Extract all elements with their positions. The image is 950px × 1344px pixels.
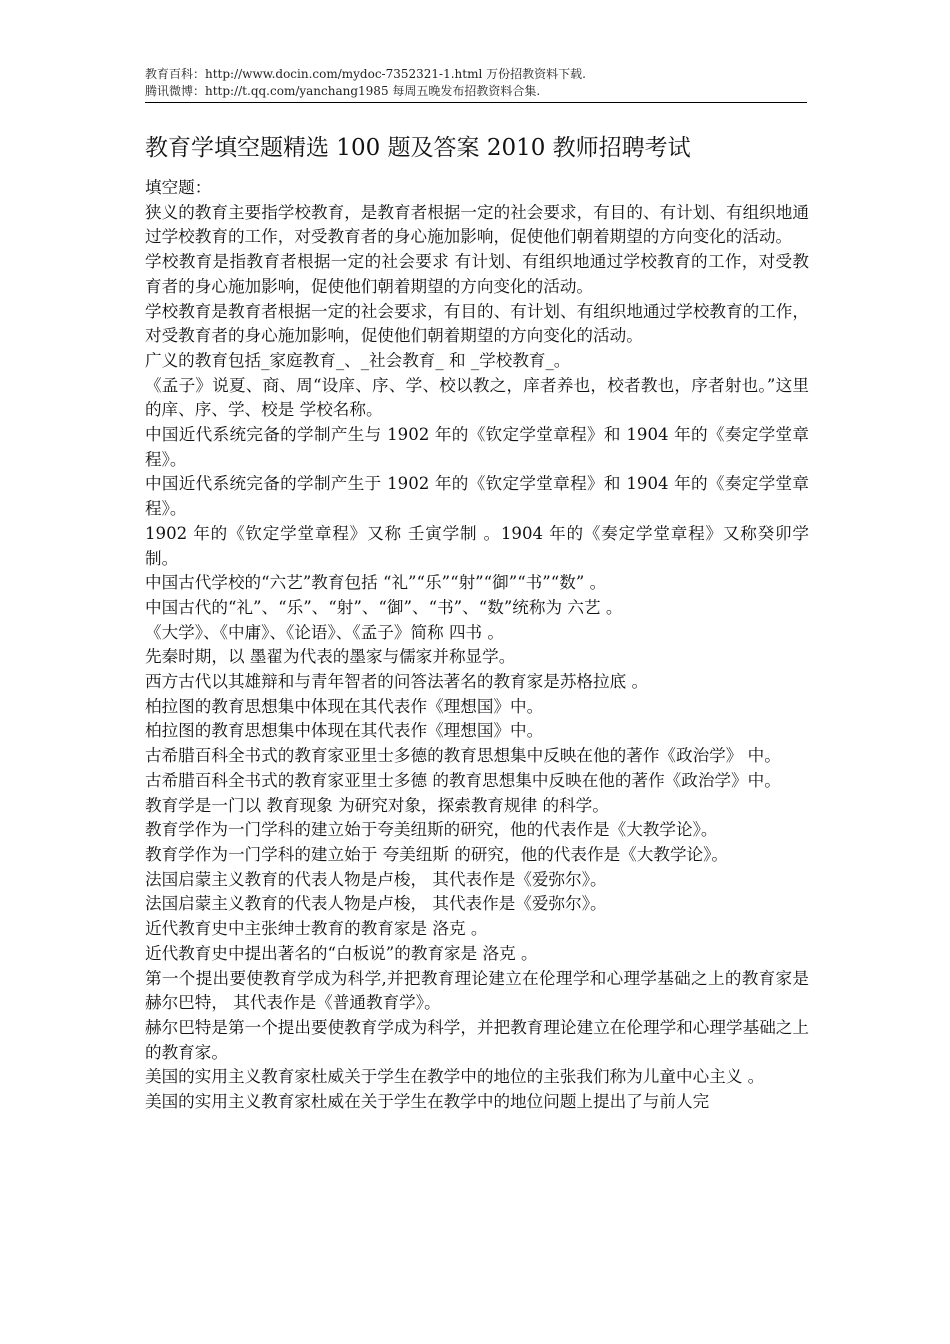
paragraph: 教育学是一门以 教育现象 为研究对象，探索教育规律 的科学。: [145, 795, 609, 815]
paragraph: 西方古代以其雄辩和与青年智者的问答法著名的教育家是苏格拉底 。: [145, 672, 649, 692]
paragraph: 古希腊百科全书式的教育家亚里士多德 的教育思想集中反映在他的著作《政治学》中。: [145, 770, 781, 790]
paragraph: 中国近代系统完备的学制产生于 1902 年的《钦定学堂章程》和 1904 年的《奏定学堂章程》。: [145, 474, 809, 519]
header-line-weibo: 腾讯微博：http://t.qq.com/yanchang1985 每周五晚发布招教资料合集.: [145, 84, 541, 98]
paragraph: 第一个提出要使教育学成为科学,并把教育理论建立在伦理学和心理学基础之上的教育家是 赫尔巴特， 其代表作是《普通教育学》。: [145, 968, 809, 1013]
paragraph: 《大学》、《中庸》、《论语》、《孟子》简称 四书 。: [145, 622, 504, 642]
paragraph: 赫尔巴特是第一个提出要使教育学成为科学，并把教育理论建立在伦理学和心理学基础之上的教育家。: [145, 1017, 809, 1062]
paragraph: 中国古代的“礼”、“乐”、“射”、“御”、“书”、“数”统称为 六艺 。: [145, 597, 623, 617]
header-line-docin: 教育百科：http://www.docin.com/mydoc-7352321-1.html 万份招教资料下载.: [145, 67, 586, 81]
paragraph: 教育学作为一门学科的建立始于 夸美纽斯 的研究，他的代表作是《大教学论》。: [145, 844, 729, 864]
paragraph: 美国的实用主义教育家杜威在关于学生在教学中的地位问题上提出了与前人完: [145, 1092, 710, 1112]
paragraph: 广义的教育包括_家庭教育_、_社会教育_ 和 _学校教育_。: [145, 350, 571, 370]
paragraph: 先秦时期，以 墨翟为代表的墨家与儒家并称显学。: [145, 647, 516, 667]
paragraph: 教育学作为一门学科的建立始于夸美纽斯的研究，他的代表作是《大教学论》。: [145, 820, 718, 840]
paragraph: 学校教育是指教育者根据一定的社会要求 有计划、有组织地通过学校教育的工作，对受教育者的身心施加影响，促使他们朝着期望的方向变化的活动。: [145, 252, 809, 296]
header-divider: [145, 102, 807, 103]
paragraph: 狭义的教育主要指学校教育，是教育者根据一定的社会要求，有目的、有计划、有组织地通过学校教育的工作，对受教育者的身心施加影响，促使他们朝着期望的方向变化的活动。: [145, 202, 809, 247]
paragraph: 古希腊百科全书式的教育家亚里士多德的教育思想集中反映在他的著作《政治学》 中。: [145, 746, 781, 766]
document-body: [145, 176, 809, 1115]
page-header: [145, 66, 805, 100]
paragraph: 近代教育史中主张绅士教育的教育家是 洛克 。: [145, 919, 488, 939]
paragraph: 中国古代学校的“六艺”教育包括 “礼”“乐”“射”“御”“书”“数” 。: [145, 573, 607, 593]
paragraph: 柏拉图的教育思想集中体现在其代表作《理想国》中。: [145, 696, 544, 716]
section-label: 填空题：: [145, 178, 212, 197]
paragraph: 法国启蒙主义教育的代表人物是卢梭， 其代表作是《爱弥尔》。: [145, 894, 607, 914]
paragraph: 学校教育是教育者根据一定的社会要求，有目的、有计划、有组织地通过学校教育的工作，对受教育者的身心施加影响，促使他们朝着期望的方向变化的活动。: [145, 301, 809, 346]
paragraph: 中国近代系统完备的学制产生与 1902 年的《钦定学堂章程》和 1904 年的《奏定学堂章程》。: [145, 425, 809, 469]
paragraph: 《孟子》说夏、商、周“设庠、序、学、校以教之，庠者养也，校者教也，序者射也。”这里的庠、序、学、校是 学校名称。: [145, 375, 809, 420]
paragraph: 近代教育史中提出著名的“白板说”的教育家是 洛克 。: [145, 943, 538, 963]
paragraph: 1902 年的《钦定学堂章程》又称 壬寅学制 。1904 年的《奏定学堂章程》又称癸卯学制。: [145, 523, 809, 568]
paragraph: 美国的实用主义教育家杜威关于学生在教学中的地位的主张我们称为儿童中心主义 。: [145, 1067, 765, 1087]
document-title: 教育学填空题精选 100 题及答案 2010 教师招聘考试: [145, 135, 691, 161]
paragraph: 法国启蒙主义教育的代表人物是卢梭， 其代表作是《爱弥尔》。: [145, 869, 607, 889]
paragraph: 柏拉图的教育思想集中体现在其代表作《理想国》中。: [145, 721, 544, 741]
